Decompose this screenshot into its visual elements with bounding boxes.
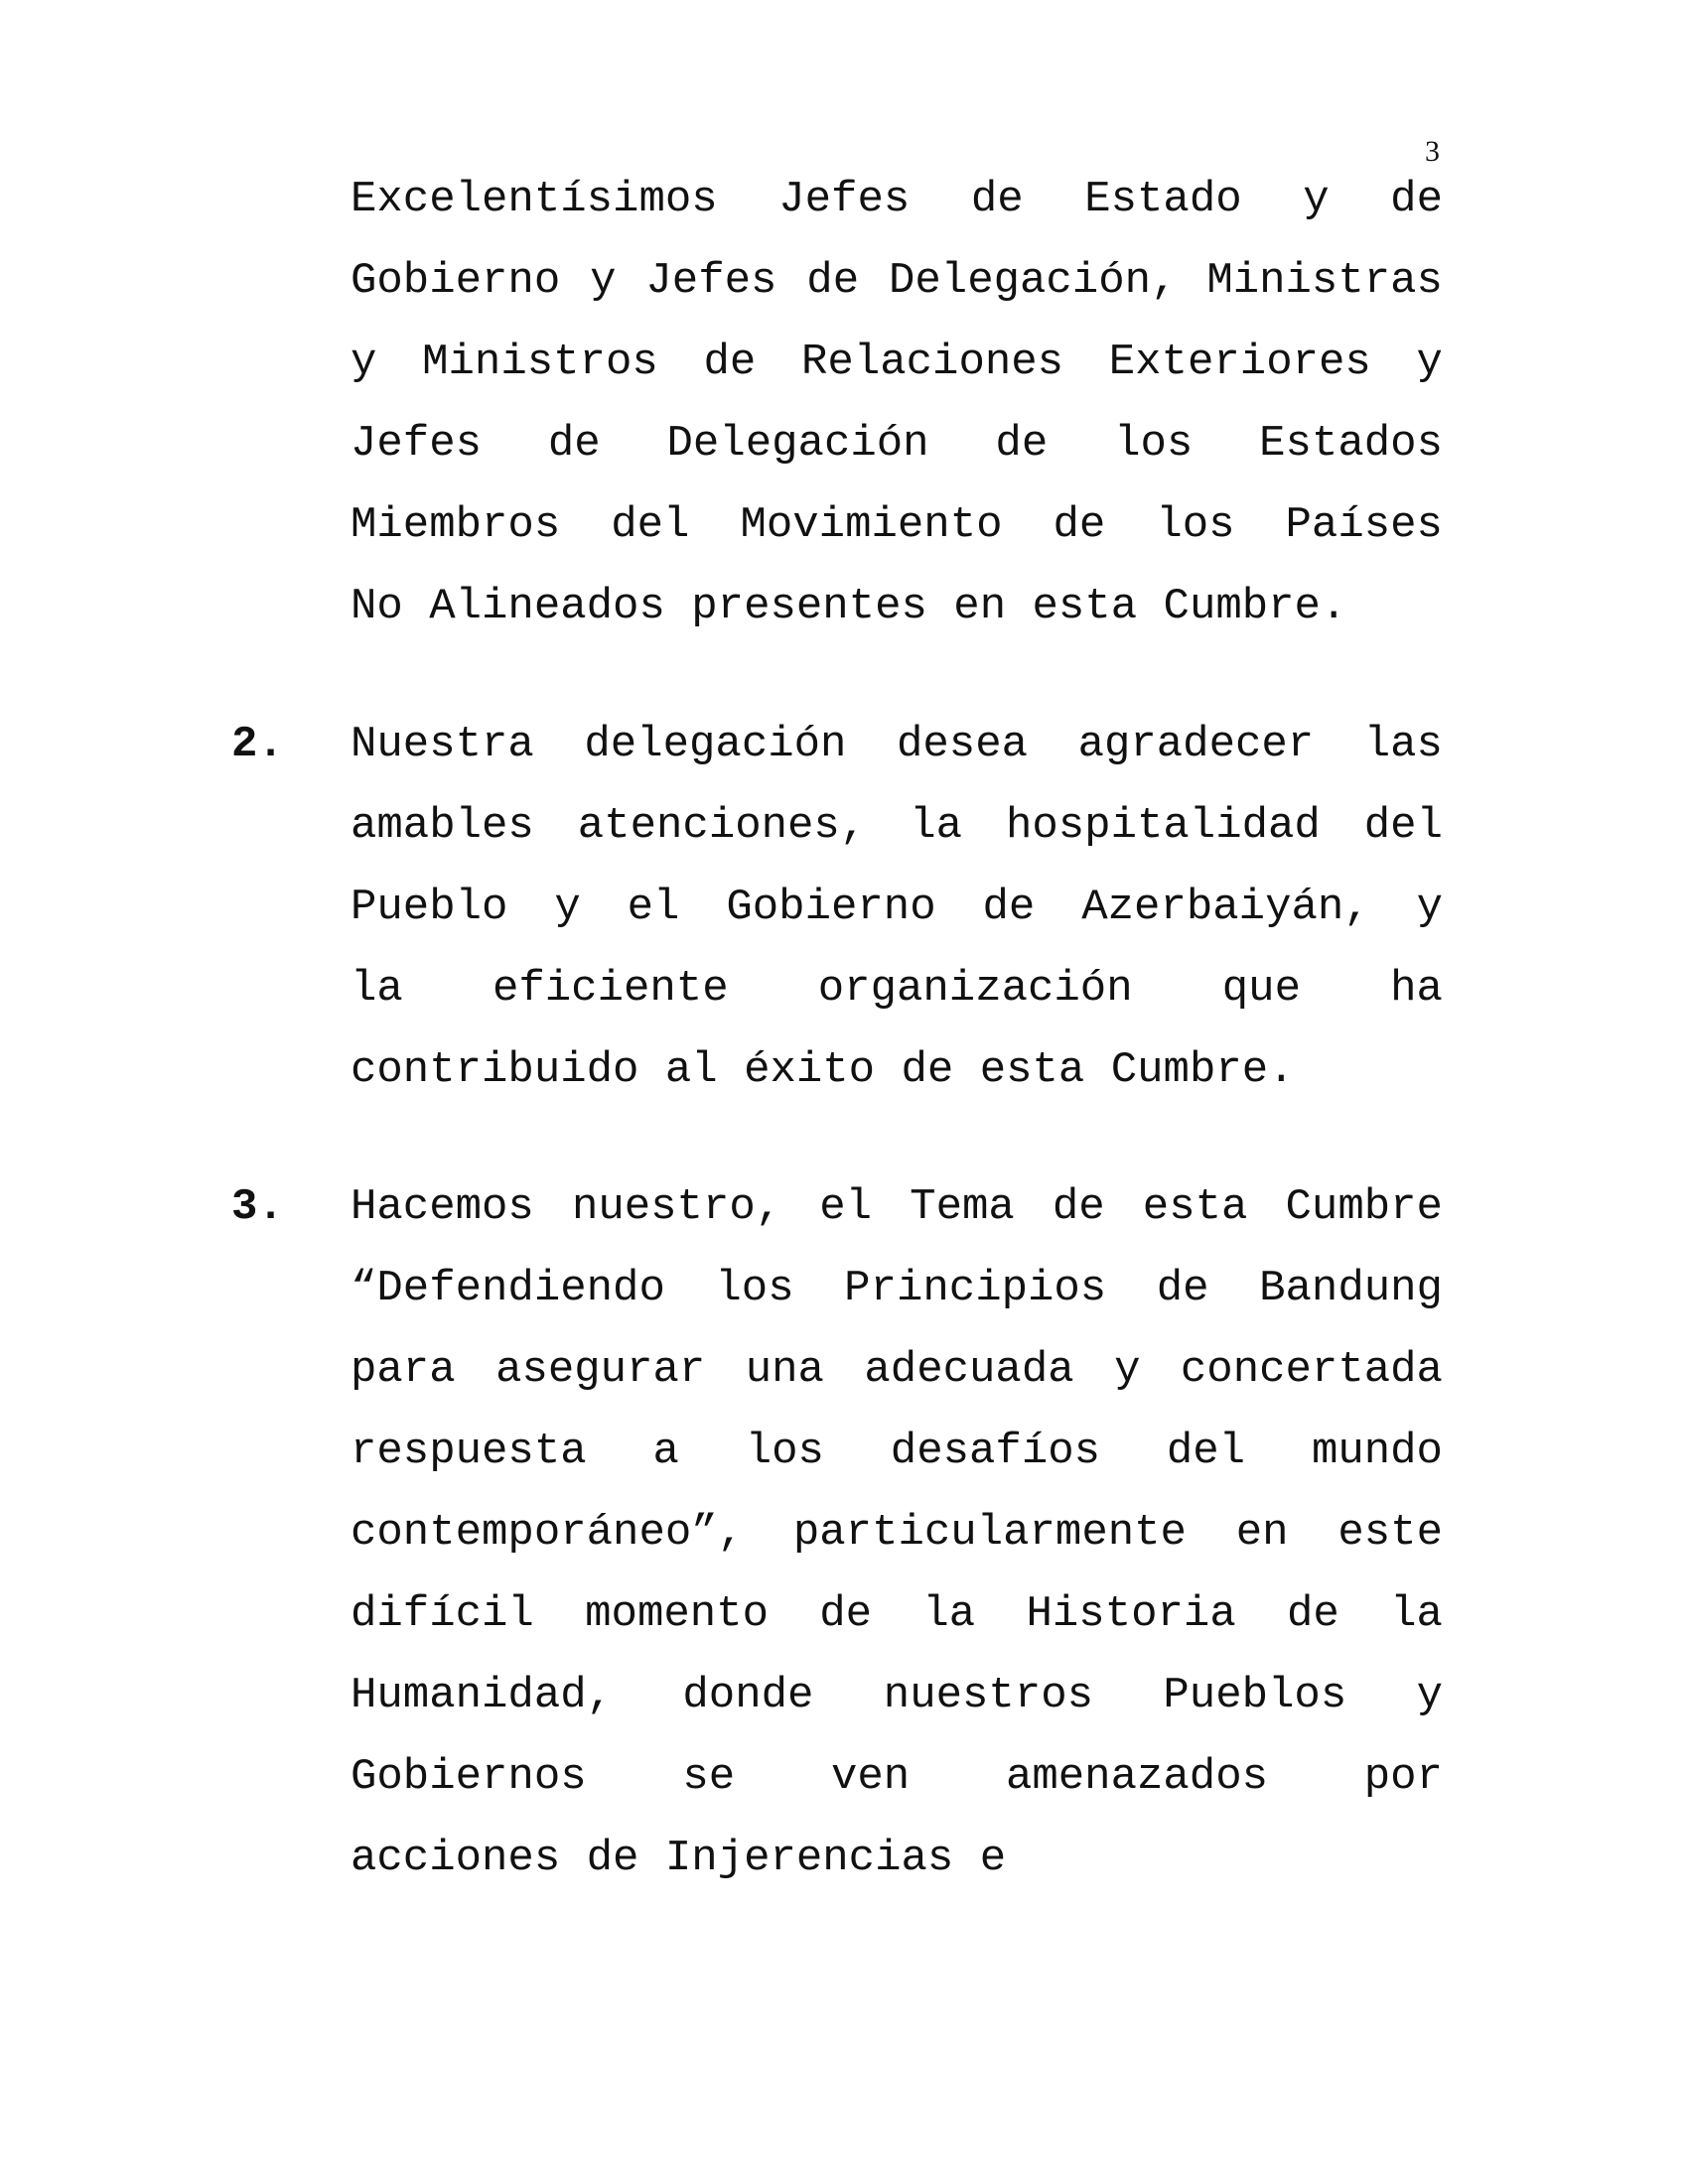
word: Jefes: [645, 256, 777, 306]
word: la: [922, 1589, 976, 1639]
word: Miembros: [351, 500, 561, 550]
text-line: [351, 704, 1443, 785]
word: “Defendiendo: [351, 1264, 665, 1313]
word: Estados: [1259, 419, 1443, 469]
word: Pueblos: [1163, 1671, 1347, 1720]
text-line: [351, 1573, 1443, 1655]
word: de: [819, 1589, 873, 1639]
text-run: No Alineados presentes en esta Cumbre.: [351, 582, 1347, 631]
word: este: [1337, 1508, 1443, 1558]
word: particularmente: [792, 1508, 1187, 1558]
word: Exteriores: [1108, 338, 1371, 387]
word: asegurar: [495, 1345, 706, 1395]
word: la: [351, 964, 403, 1014]
word: Bandung: [1259, 1264, 1443, 1313]
word: para: [351, 1345, 456, 1395]
text-line: [351, 484, 1443, 566]
text-line: [351, 867, 1443, 948]
word: Gobierno: [351, 256, 561, 306]
text-line: [351, 785, 1443, 867]
text-line: [351, 159, 1443, 240]
text-line: [351, 1736, 1443, 1818]
word: Excelentísimos: [351, 175, 718, 224]
word: donde: [682, 1671, 814, 1720]
text-line: [351, 1655, 1443, 1736]
word: por: [1363, 1752, 1443, 1802]
paragraph-number: 2.: [231, 720, 284, 769]
word: Humanidad,: [351, 1671, 614, 1720]
word: concertada: [1180, 1345, 1443, 1395]
word: Historia: [1026, 1589, 1236, 1639]
word: eficiente: [492, 964, 729, 1014]
word: Países: [1285, 500, 1443, 550]
word: que: [1221, 964, 1301, 1014]
word: del: [1166, 1427, 1246, 1476]
word: de: [1390, 175, 1443, 224]
word: Ministros: [422, 338, 658, 387]
word: el: [627, 883, 680, 932]
text-line: [351, 1248, 1443, 1329]
word: las: [1363, 720, 1443, 769]
word: una: [745, 1345, 824, 1395]
word: desea: [896, 720, 1029, 769]
word: Ministras: [1206, 256, 1443, 306]
word: mundo: [1311, 1427, 1443, 1476]
word: y: [1114, 1345, 1141, 1395]
word: la: [1390, 1589, 1443, 1639]
text-line: [351, 1818, 1443, 1899]
word: de: [1287, 1589, 1339, 1639]
text-line: [351, 240, 1443, 322]
text-line: [351, 1492, 1443, 1573]
word: Pueblo: [351, 883, 508, 932]
text-line: [351, 403, 1443, 484]
word: desafíos: [890, 1427, 1101, 1476]
text-line: [351, 1411, 1443, 1492]
word: ha: [1390, 964, 1443, 1014]
word: Jefes: [351, 419, 483, 469]
word: y: [554, 883, 581, 932]
word: y: [1303, 175, 1330, 224]
word: y: [1416, 338, 1443, 387]
word: Gobiernos: [351, 1752, 587, 1802]
text-line: [351, 1029, 1443, 1111]
word: Azerbaiyán,: [1081, 883, 1370, 932]
text-run: contribuido al éxito de esta Cumbre.: [351, 1045, 1295, 1095]
word: respuesta: [351, 1427, 587, 1476]
word: de: [1156, 1264, 1209, 1313]
word: Hacemos: [351, 1182, 534, 1232]
paragraph-3: [231, 1166, 1443, 1899]
text-line: [351, 1166, 1443, 1248]
word: agradecer: [1077, 720, 1315, 769]
paragraph-1: [351, 159, 1443, 647]
word: de: [1052, 1182, 1105, 1232]
word: adecuada: [864, 1345, 1074, 1395]
word: y: [351, 338, 377, 387]
text-line: [351, 948, 1443, 1029]
word: Movimiento: [740, 500, 1003, 550]
word: del: [611, 500, 690, 550]
text-line: [351, 1329, 1443, 1411]
text-line: [351, 566, 1443, 647]
word: de: [806, 256, 860, 306]
word: amables: [351, 801, 534, 851]
word: amenazados: [1005, 1752, 1269, 1802]
word: nuestro,: [571, 1182, 782, 1232]
word: esta: [1142, 1182, 1248, 1232]
word: a: [652, 1427, 679, 1476]
word: nuestros: [883, 1671, 1094, 1720]
word: ven: [830, 1752, 911, 1802]
word: los: [1156, 500, 1235, 550]
word: organización: [817, 964, 1133, 1014]
word: Cumbre: [1285, 1182, 1443, 1232]
word: Gobierno: [726, 883, 936, 932]
word: en: [1235, 1508, 1289, 1558]
word: Relaciones: [801, 338, 1064, 387]
word: delegación: [584, 720, 847, 769]
word: Delegación: [666, 419, 929, 469]
word: Delegación,: [888, 256, 1178, 306]
word: los: [715, 1264, 794, 1313]
text-line: [351, 322, 1443, 403]
word: se: [682, 1752, 736, 1802]
word: de: [982, 883, 1036, 932]
word: del: [1363, 801, 1443, 851]
word: Nuestra: [351, 720, 534, 769]
word: de: [547, 419, 601, 469]
word: momento: [585, 1589, 769, 1639]
paragraph-2: [231, 704, 1443, 1111]
paragraph-number: 3.: [231, 1182, 284, 1232]
word: Jefes: [778, 175, 911, 224]
word: los: [745, 1427, 824, 1476]
word: y: [590, 256, 617, 306]
word: y: [1416, 1671, 1443, 1720]
page-number: 3: [1425, 135, 1440, 168]
word: contemporáneo”,: [351, 1508, 745, 1558]
word: de: [1053, 500, 1106, 550]
word: los: [1114, 419, 1194, 469]
word: hospitalidad: [1005, 801, 1321, 851]
word: de: [703, 338, 757, 387]
word: Tema: [910, 1182, 1015, 1232]
word: Principios: [844, 1264, 1107, 1313]
text-run: acciones de Injerencias e: [351, 1834, 1007, 1883]
word: y: [1416, 883, 1443, 932]
word: de: [970, 175, 1024, 224]
word: el: [819, 1182, 873, 1232]
word: Estado: [1084, 175, 1242, 224]
word: atenciones,: [577, 801, 867, 851]
word: difícil: [351, 1589, 534, 1639]
word: la: [910, 801, 963, 851]
word: de: [995, 419, 1049, 469]
